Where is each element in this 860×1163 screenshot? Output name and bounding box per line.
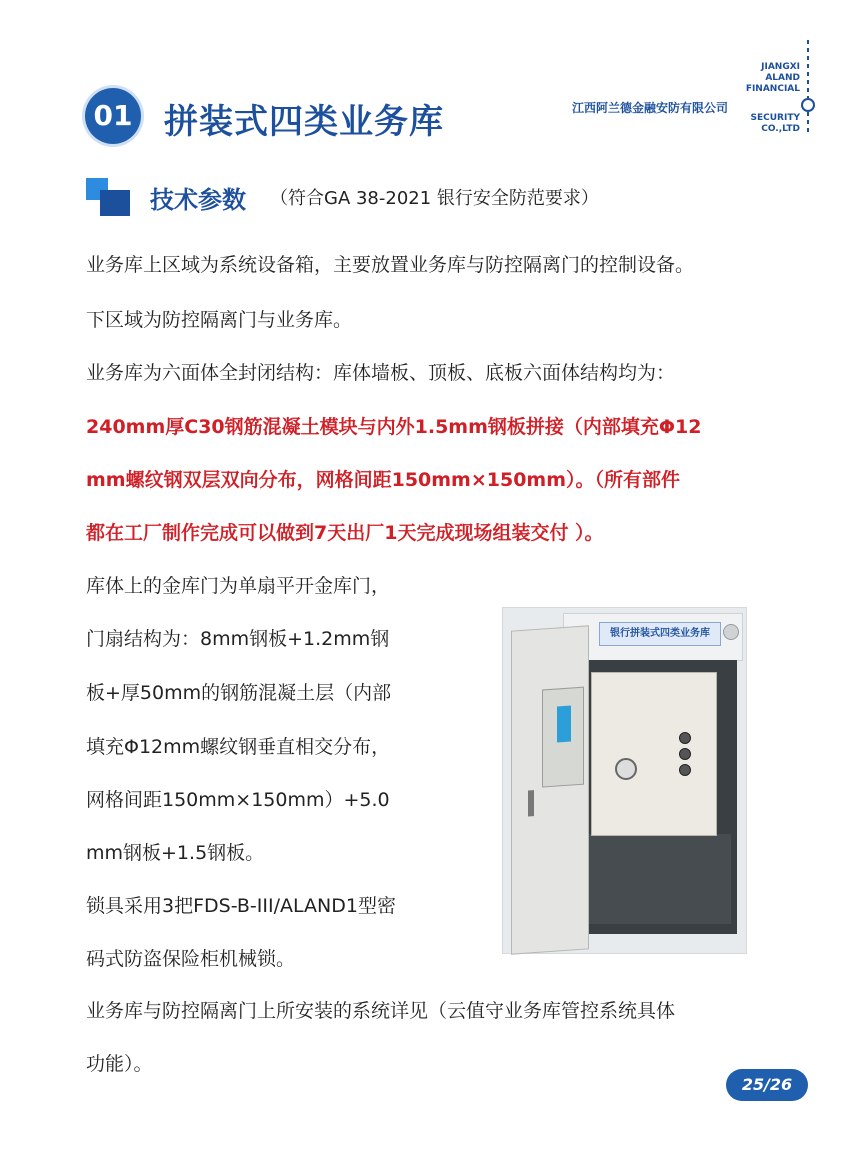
body-line: 业务库上区域为系统设备箱，主要放置业务库与防控隔离门的控制设备。 bbox=[86, 254, 695, 276]
logo-dotted-bar bbox=[807, 40, 809, 135]
logo-en-line1: JIANGXI bbox=[761, 62, 800, 72]
body-line: 业务库与防控隔离门上所安装的系统详见（云值守业务库管控系统具体 bbox=[86, 1000, 676, 1022]
door-handle-icon bbox=[528, 790, 534, 816]
page-number: 25/26 bbox=[726, 1069, 808, 1101]
logo-en-line3: FINANCIAL bbox=[745, 84, 800, 94]
lock-knob-icon bbox=[679, 764, 691, 776]
logo-circle-icon bbox=[801, 98, 815, 112]
lock-knob-icon bbox=[679, 748, 691, 760]
safe-stand bbox=[571, 834, 731, 924]
dial-icon bbox=[615, 758, 637, 780]
logo-en-line5: CO.,LTD bbox=[761, 124, 800, 134]
section-number: 01 bbox=[93, 99, 133, 132]
body-line: 锁具采用3把FDS-B-III/ALAND1型密 bbox=[86, 895, 396, 917]
section-number-badge bbox=[85, 88, 141, 144]
body-line: 板+厚50mm的钢筋混凝土层（内部 bbox=[86, 682, 392, 704]
vault-sign: 银行拼装式四类业务库 bbox=[599, 622, 721, 646]
body-line: 码式防盗保险柜机械锁。 bbox=[86, 948, 296, 970]
body-line-highlight: 都在工厂制作完成可以做到7天出厂1天完成现场组装交付 ）。 bbox=[86, 522, 604, 544]
body-line-highlight: mm螺纹钢双层双向分布，网格间距150mm×150mm）。（所有部件 bbox=[86, 469, 681, 491]
logo-company-cn: 江西阿兰德金融安防有限公司 bbox=[572, 101, 729, 115]
logo-en-line4: SECURITY bbox=[750, 113, 800, 123]
company-logo bbox=[560, 40, 820, 140]
section-subtitle: （符合GA 38-2021 银行安全防范要求） bbox=[270, 188, 599, 209]
body-line: 填充Φ12mm螺纹钢垂直相交分布， bbox=[86, 736, 391, 758]
vault-door-open bbox=[511, 625, 589, 954]
body-line: 业务库为六面体全封闭结构：库体墙板、顶板、底板六面体结构均为： bbox=[86, 362, 676, 384]
safe-door bbox=[591, 672, 717, 836]
section-title: 技术参数 bbox=[150, 186, 246, 214]
body-line: 功能）。 bbox=[86, 1053, 153, 1075]
lock-knob-icon bbox=[679, 732, 691, 744]
body-line: mm钢板+1.5钢板。 bbox=[86, 842, 265, 864]
logo-en-line2: ALAND bbox=[765, 73, 800, 83]
body-line-highlight: 240mm厚C30钢筋混凝土模块与内外1.5mm钢板拼接（内部填充Φ12 bbox=[86, 416, 702, 438]
body-line: 下区域为防控隔离门与业务库。 bbox=[86, 309, 353, 331]
section-square-icon bbox=[86, 178, 130, 216]
body-line: 库体上的金库门为单扇平开金库门， bbox=[86, 575, 391, 597]
body-line: 网格间距150mm×150mm）+5.0 bbox=[86, 789, 390, 811]
body-line: 门扇结构为：8mm钢板+1.2mm钢 bbox=[86, 628, 390, 650]
vault-photo bbox=[502, 607, 747, 954]
screen-icon bbox=[557, 706, 571, 743]
page-title: 拼装式四类业务库 bbox=[164, 102, 444, 142]
camera-icon bbox=[723, 624, 739, 640]
